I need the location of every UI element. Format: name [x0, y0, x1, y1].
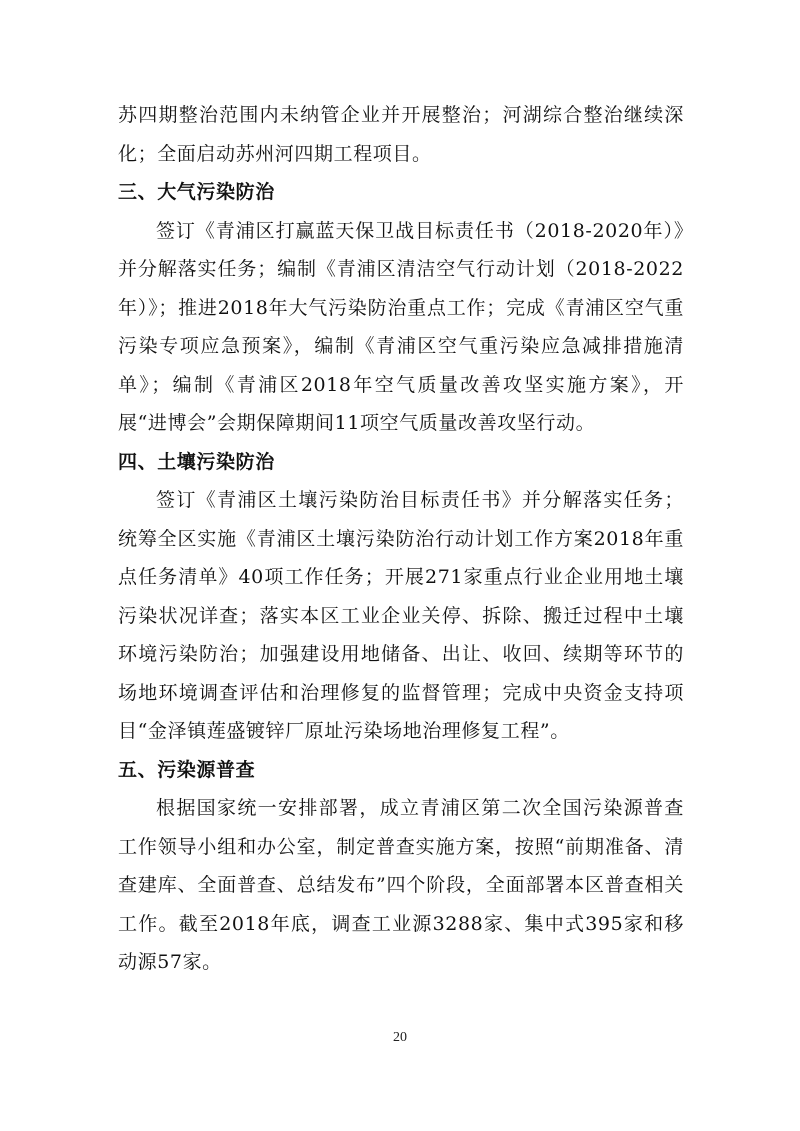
- section-heading-pollution-census: 五、污染源普查: [118, 758, 256, 781]
- page-number: 20: [393, 1030, 407, 1045]
- section-paragraph-pollution-census: 根据国家统一安排部署，成立青浦区第二次全国污染源普查工作领导小组和办公室，制定普查实施方案，按照“前期准备、清查建库、全面普查、总结发布”四个阶段，全面部署本区普查相关工作。截至2018年底，调查工业源3288家、集中式395家和移动源57家。: [118, 797, 684, 973]
- section-heading-air-pollution: 三、大气污染防治: [118, 181, 275, 203]
- section-paragraph-soil-pollution: 签订《青浦区土壤污染防治目标责任书》并分解落实任务；统筹全区实施《青浦区土壤污染防治行动计划工作方案2018年重点任务清单》40项工作任务；开展271家重点行业企业用地土壤污染状况详查；落实本区工业企业关停、拆除、搬迁过程中土壤环境污染防治；加强建设用地储备、出让、收回、续期等环节的场地环境调查评估和治理修复的监督管理；完成中央资金支持项目“金泽镇莲盛镀锌厂原址污染场地治理修复工程”。: [118, 489, 684, 742]
- continuation-paragraph: 苏四期整治范围内未纳管企业并开展整治；河湖综合整治继续深化；全面启动苏州河四期工程项目。: [118, 104, 684, 165]
- document-body: [118, 96, 684, 982]
- section-paragraph-air-pollution: 签订《青浦区打赢蓝天保卫战目标责任书（2018-2020年）》并分解落实任务；编制《青浦区清洁空气行动计划（2018-2022年）》；推进2018年大气污染防治重点工作；完成《青浦区空气重污染专项应急预案》，编制《青浦区空气重污染应急减排措施清单》；编制《青浦区2018年空气质量改善攻坚实施方案》，开展“进博会”会期保障期间11项空气质量改善攻坚行动。: [118, 219, 684, 434]
- section-heading-soil-pollution: 四、土壤污染防治: [118, 450, 275, 473]
